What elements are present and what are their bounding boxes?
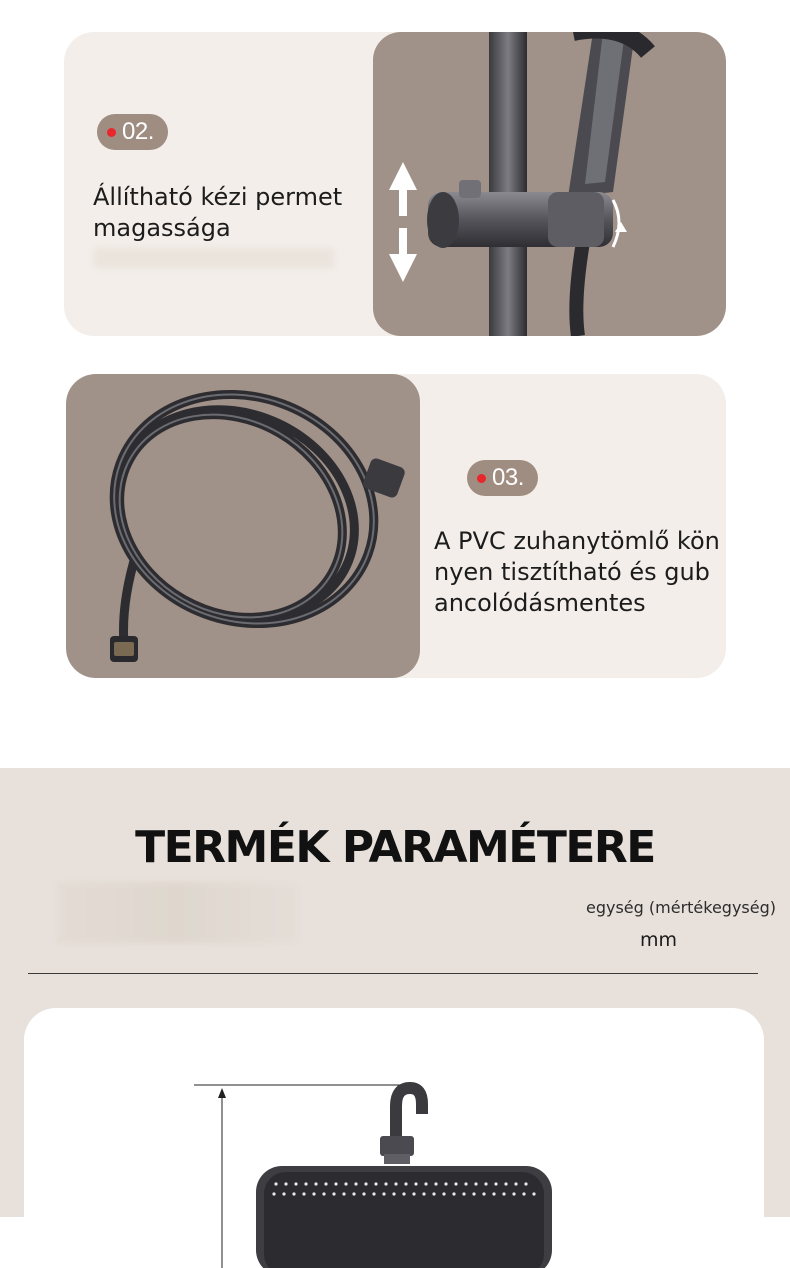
feature-card-03 (66, 374, 726, 678)
shower-slider-illustration (373, 32, 726, 336)
unit-label: egység (mértékegység) (586, 898, 776, 917)
blur-strip (56, 882, 300, 944)
feature-badge-number: 02. (122, 118, 154, 145)
hose-photo (66, 374, 420, 678)
product-parameters-section (0, 768, 790, 1217)
badge-dot-icon (477, 474, 486, 483)
feature-badge-number: 03. (492, 464, 524, 491)
feature-card-02 (64, 32, 726, 336)
badge-dot-icon (107, 128, 116, 137)
dimension-diagram-card (24, 1008, 764, 1268)
parameters-title: TERMÉK PARAMÉTERE (135, 822, 655, 873)
feature-badge-02 (97, 114, 168, 150)
shower-slider-photo (373, 32, 726, 336)
blur-strip (94, 248, 334, 268)
shower-head-dimension-diagram (24, 1008, 764, 1268)
feature-badge-03 (467, 460, 538, 496)
unit-value: mm (640, 929, 678, 951)
divider (28, 973, 758, 974)
feature-text-03: A PVC zuhanytömlő könnyen tisztítható és gubancolódásmentes (434, 527, 720, 617)
hose-illustration (66, 374, 420, 678)
feature-text-02: Állítható kézi permet magassága (93, 183, 343, 242)
